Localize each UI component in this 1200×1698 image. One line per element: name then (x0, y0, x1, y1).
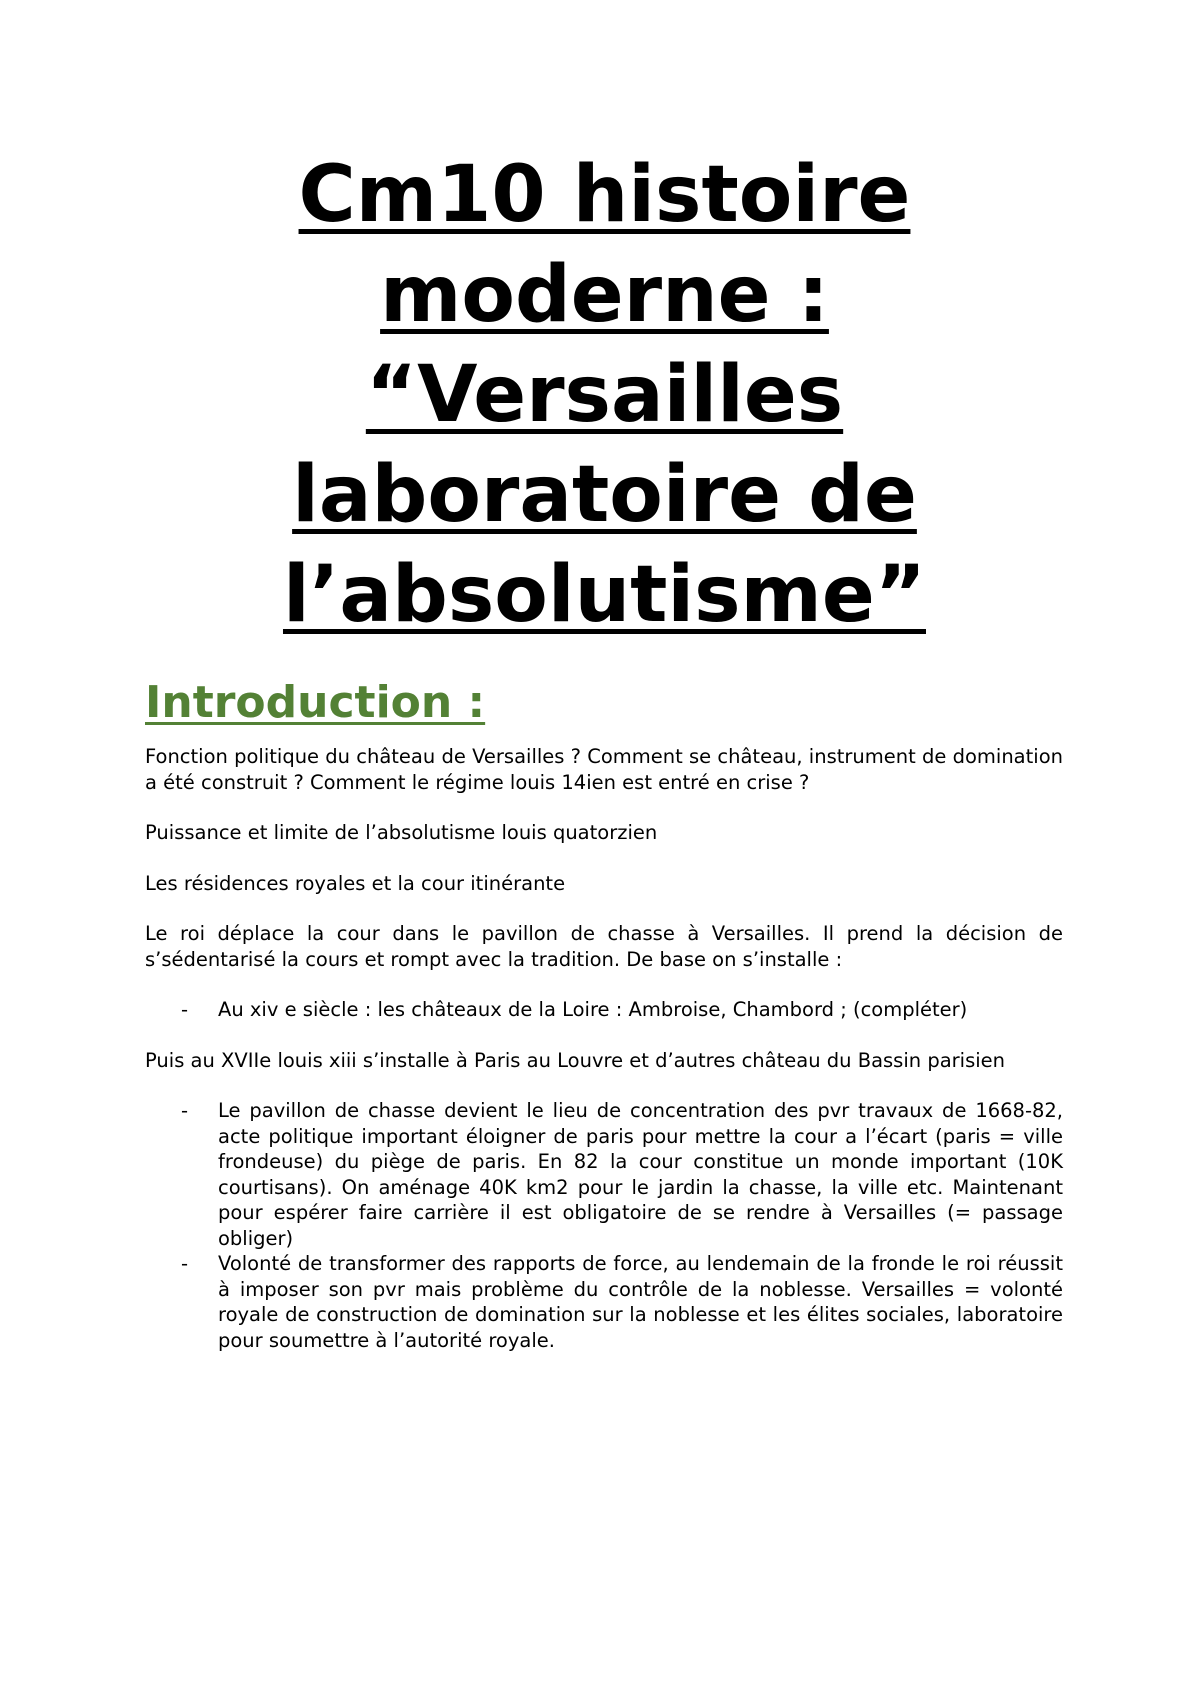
bullet-dash: - (181, 998, 189, 1021)
paragraph: Les résidences royales et la cour itinérante (145, 871, 566, 895)
bullet-dash: - (181, 1099, 189, 1122)
paragraph: Puissance et limite de l’absolutisme louis quatorzien (145, 821, 658, 844)
list-item-text: Au xiv e siècle : les châteaux de la Loire : Ambroise, Chambord ; (compléter) (218, 998, 968, 1021)
document-body (145, 744, 1063, 1378)
title-line: “Versailles (365, 350, 844, 440)
paragraph: Le roi déplace la cour dans le pavillon de chasse à Versailles. Il prend la décision de s’sédentarisé la cours et rompt avec la tradition. De base on s’installe : (145, 922, 1063, 971)
list-item-text: Volonté de transformer des rapports de force, au lendemain de la fronde le roi réussit à imposer son pvr mais problème du contrôle de la noblesse. Versailles = volonté royale de construction de domination sur la noblesse et les élites sociales, laboratoire pour soumettre à l’autorité royale. (218, 1252, 1063, 1352)
document-title (145, 145, 1064, 645)
bullet-dash: - (181, 1252, 189, 1275)
title-line: l’absolutisme” (282, 550, 926, 640)
list-item (145, 1251, 1063, 1353)
list-item (145, 1098, 1063, 1251)
title-line: laboratoire de (292, 450, 917, 540)
title-line: moderne : (380, 250, 829, 340)
bullet-list (145, 997, 1063, 1023)
paragraph: Puis au XVIIe louis xiii s’installe à Paris au Louvre et d’autres château du Bassin parisien (145, 1048, 1006, 1072)
paragraph: Fonction politique du château de Versailles ? Comment se château, instrument de domination a été construit ? Comment le régime louis 14ien est entré en crise ? (145, 745, 1063, 794)
section-heading-introduction: Introduction : (145, 677, 486, 728)
list-item-text: Le pavillon de chasse devient le lieu de concentration des pvr travaux de 1668-82, acte politique important éloigner de paris pour mettre la cour a l’écart (paris = ville frondeuse) du piège de paris. En 82 la cour constitue un monde important (10K courtisans). On aménage 40K km2 pour le jardin la chasse, la ville etc. Maintenant pour espérer faire carrière il est obligatoire de se rendre à Versailles (= passage obliger) (218, 1099, 1063, 1250)
list-item (145, 997, 1063, 1023)
bullet-list (145, 1098, 1063, 1353)
title-line: Cm10 histoire (298, 150, 911, 240)
